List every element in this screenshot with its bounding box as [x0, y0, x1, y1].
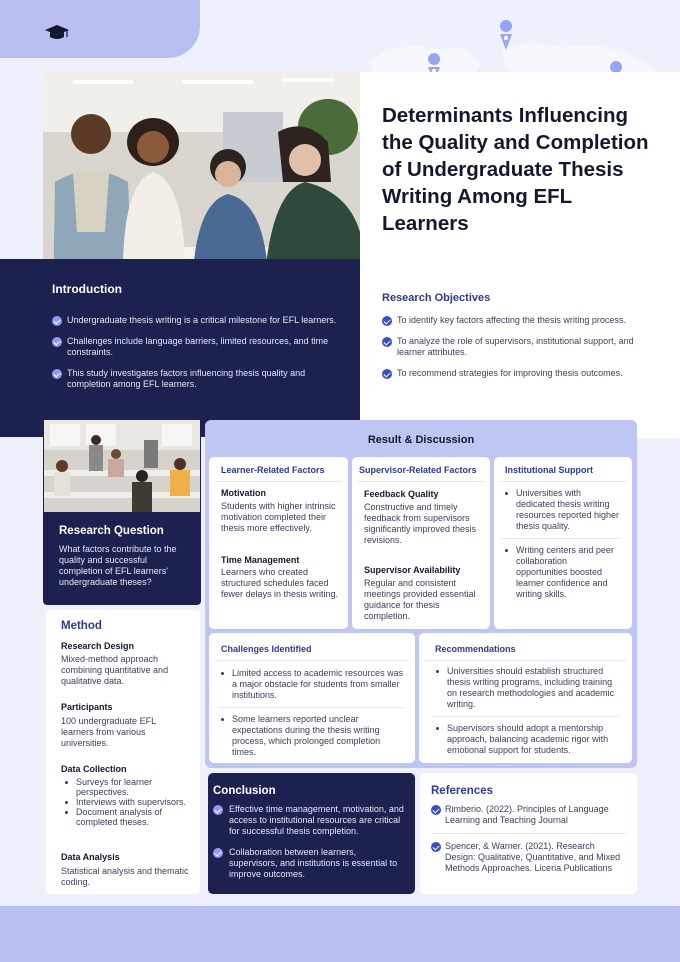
check-circle-icon: [431, 842, 441, 852]
list-item: Some learners reported unclear expectations during the thesis writing process, which prolonged completion times.: [218, 707, 404, 758]
divider: [425, 660, 626, 661]
challenges-title: Challenges Identified: [221, 644, 312, 654]
data-analysis-text: Statistical analysis and thematic coding.: [61, 866, 189, 887]
learner-factors-title: Learner-Related Factors: [221, 465, 325, 475]
list-item: To identify key factors affecting the thesis writing process.: [382, 315, 642, 326]
institutional-support-title: Institutional Support: [505, 465, 593, 475]
divider: [358, 481, 484, 482]
list-item: Supervisors should adopt a mentorship approach, balancing academic rigor with emotional support for students.: [433, 716, 619, 756]
check-circle-icon: [52, 369, 62, 379]
participants-label: Participants: [61, 702, 113, 712]
list-item: Surveys for learner perspectives.: [62, 777, 190, 797]
references-list: [431, 804, 627, 874]
participants-text: 100 undergraduate EFL learners from various universities.: [61, 716, 156, 748]
check-circle-icon: [52, 337, 62, 347]
bottom-decorative-band: [0, 906, 680, 962]
conclusion-title: Conclusion: [213, 785, 276, 797]
method-title: Method: [61, 620, 102, 632]
learner-factors-card: [209, 457, 348, 629]
list-item: Collaboration between learners, supervisors, and institutions is essential to improve outcomes.: [213, 847, 407, 880]
check-circle-icon: [52, 316, 62, 326]
data-collection-list: [62, 777, 190, 827]
introduction-list: [52, 315, 342, 400]
data-collection-label: Data Collection: [61, 764, 127, 774]
check-circle-icon: [382, 369, 392, 379]
list-item: Spencer, & Warner. (2021). Research Design: Qualitative, Quantitative, and Mixed Methods Approaches. Liceria Publications: [431, 833, 627, 874]
research-design-text: Mixed-method approach combining quantitative and qualitative data.: [61, 654, 169, 686]
graduation-cap-icon: [44, 24, 70, 42]
conclusion-list: [213, 804, 407, 890]
list-item: Document analysis of completed theses.: [62, 807, 190, 827]
feedback-quality-label: Feedback Quality: [364, 489, 439, 499]
challenges-list: [218, 668, 404, 758]
time-management-text: Learners who created structured schedules faced fewer delays in thesis writing.: [221, 567, 339, 599]
list-item: To recommend strategies for improving thesis outcomes.: [382, 368, 642, 379]
data-analysis-label: Data Analysis: [61, 852, 120, 862]
feedback-quality-text: Constructive and timely feedback from supervisors significantly improved thesis revisions.: [364, 502, 477, 545]
list-item: Interviews with supervisors.: [62, 797, 190, 807]
list-item: Challenges include language barriers, limited resources, and time constraints.: [52, 336, 342, 358]
classroom-photo: [44, 420, 200, 512]
top-decorative-tab: [0, 0, 200, 58]
research-question-title: Research Question: [59, 525, 164, 537]
supervisor-availability-label: Supervisor Availability: [364, 565, 461, 575]
motivation-label: Motivation: [221, 488, 266, 498]
divider: [215, 660, 409, 661]
list-item: Limited access to academic resources was a major obstacle for students from smaller institutions.: [218, 668, 404, 701]
recommendations-list: [433, 666, 619, 756]
time-management-label: Time Management: [221, 555, 300, 565]
introduction-tab: [0, 259, 180, 303]
list-item: Effective time management, motivation, and access to institutional resources are critical for successful thesis completion.: [213, 804, 407, 837]
check-circle-icon: [382, 316, 392, 326]
supervisor-availability-text: Regular and consistent meetings provided essential guidance for thesis completion.: [364, 578, 476, 621]
list-item: Undergraduate thesis writing is a critical milestone for EFL learners.: [52, 315, 342, 326]
list-item: Universities with dedicated thesis writing resources reported higher thesis quality.: [502, 488, 620, 532]
check-circle-icon: [213, 805, 223, 815]
introduction-title: Introduction: [52, 282, 122, 296]
recommendations-title: Recommendations: [435, 644, 516, 654]
check-circle-icon: [213, 848, 223, 858]
results-title: Result & Discussion: [367, 434, 475, 446]
check-circle-icon: [431, 805, 441, 815]
divider: [215, 481, 342, 482]
supervisor-factors-title: Supervisor-Related Factors: [359, 465, 477, 475]
check-circle-icon: [382, 337, 392, 347]
research-question-text: What factors contribute to the quality and successful completion of EFL learners' undergraduate theses?: [59, 544, 177, 587]
list-item: This study investigates factors influencing thesis quality and completion among EFL learners.: [52, 368, 342, 390]
references-title: References: [431, 785, 494, 797]
list-item: Writing centers and peer collaboration opportunities boosted learner confidence and writing skills.: [502, 538, 620, 600]
list-item: Rimberio. (2022). Principles of Language Learning and Teaching Journal: [431, 804, 627, 826]
motivation-text: Students with higher intrinsic motivation completed their thesis more effectively.: [221, 501, 336, 533]
objectives-list: [382, 315, 642, 389]
objectives-title: Research Objectives: [382, 292, 491, 304]
divider: [500, 481, 626, 482]
research-design-label: Research Design: [61, 641, 135, 651]
institutional-support-list: [502, 488, 620, 600]
page-title: Determinants Influencing the Quality and Completion of Undergraduate Thesis Writing Among EFL Learners: [382, 104, 649, 235]
list-item: Universities should establish structured thesis writing programs, including training on research methodologies and academic writing.: [433, 666, 619, 710]
list-item: To analyze the role of supervisors, institutional support, and learner attributes.: [382, 336, 642, 358]
